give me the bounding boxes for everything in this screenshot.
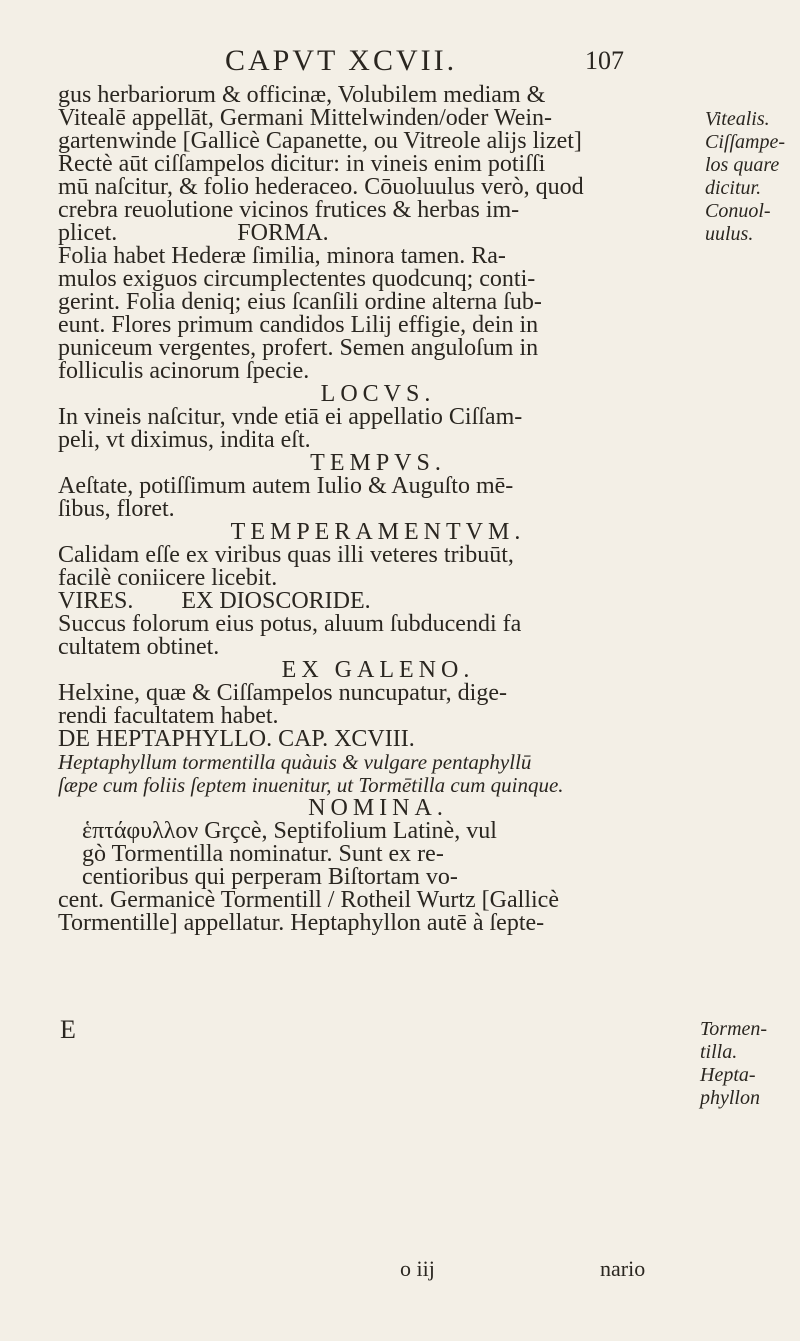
margin-note: Conuol- xyxy=(705,200,771,222)
text-line: ſæpe cum foliis ſeptem inuenitur, ut Tormētilla cum quinque. xyxy=(58,773,564,797)
main-text xyxy=(58,84,698,935)
section-heading: EX GALENO. xyxy=(281,657,475,683)
margin-note: Hepta- xyxy=(700,1064,756,1086)
text-line: puniceum vergentes, profert. Semen anguloſum in xyxy=(58,335,539,361)
text-line: Helxine, quæ & Ciſſampelos nuncupatur, dige- xyxy=(58,680,507,706)
margin-note: los quare xyxy=(705,154,780,176)
section-heading: LOCVS. xyxy=(320,381,436,407)
margin-notes-upper xyxy=(705,108,795,246)
text-line: DE HEPTAPHYLLO. CAP. XCVIII. xyxy=(58,726,415,752)
margin-note: tilla. xyxy=(700,1041,738,1063)
running-head: CAPVT XCVII. xyxy=(225,44,458,77)
text-line: cultatem obtinet. xyxy=(58,634,220,660)
page-footer xyxy=(400,1256,700,1282)
margin-note: phyllon xyxy=(700,1087,760,1109)
text-line: Aeſtate, potiſſimum autem Iulio & Auguſto mē- xyxy=(58,473,514,499)
text-line: folliculis acinorum ſpecie. xyxy=(58,358,310,384)
text-line: mū naſcitur, & folio hederaceo. Cōuoluulus verò, quod xyxy=(58,174,584,200)
text-line: VIRES. EX DIOSCORIDE. xyxy=(58,588,371,614)
text-line: crebra reuolutione vicinos frutices & herbas im- xyxy=(58,197,520,223)
text-line: ſibus, floret. xyxy=(58,496,175,522)
section-heading: NOMINA. xyxy=(308,795,448,821)
text-line: ἑπτάφυλλον Grçcè, Septifolium Latinè, vul xyxy=(58,818,497,844)
text-line: In vineis naſcitur, vnde etiā ei appellatio Ciſſam- xyxy=(58,404,523,430)
text-line: centioribus qui perperam Biſtortam vo- xyxy=(58,864,458,890)
section-heading: TEMPERAMENTVM. xyxy=(230,519,526,545)
text-line: Folia habet Hederæ ſimilia, minora tamen. Ra- xyxy=(58,243,506,269)
margin-notes-lower xyxy=(700,1018,795,1110)
text-line: Calidam eſſe ex viribus quas illi veteres tribuūt, xyxy=(58,542,514,568)
text-line: Succus folorum eius potus, aluum ſubducendi fa xyxy=(58,611,522,637)
initial-letter: E xyxy=(60,1015,76,1044)
text-line: eunt. Flores primum candidos Lilij effigie, dein in xyxy=(58,312,539,338)
text-line: gus herbariorum & officinæ, Volubilem mediam & xyxy=(58,82,546,108)
signature-mark: o iij xyxy=(400,1256,435,1281)
text-line: gartenwinde [Gallicè Capanette, ou Vitreole alijs lizet] xyxy=(58,128,582,154)
page-number: 107 xyxy=(585,46,624,75)
text-line: Vitealē appellāt, Germani Mittelwinden/oder Wein- xyxy=(58,105,553,131)
text-line: Tormentille] appellatur. Heptaphyllon autē à ſepte- xyxy=(58,910,545,936)
section-heading: TEMPVS. xyxy=(310,450,446,476)
margin-note: Tormen- xyxy=(700,1018,768,1040)
text-line: gò Tormentilla nominatur. Sunt ex re- xyxy=(58,841,444,867)
text-line: plicet. FORMA. xyxy=(58,220,329,246)
margin-note: dicitur. xyxy=(705,177,762,199)
text-line: mulos exiguos circumplectentes quodcunq; conti- xyxy=(58,266,536,292)
catchword: nario xyxy=(600,1256,646,1281)
text-line: peli, vt diximus, indita eſt. xyxy=(58,427,311,453)
text-line: gerint. Folia deniq; eius ſcanſili ordine alterna ſub- xyxy=(58,289,542,315)
page-header xyxy=(60,44,680,84)
text-line: rendi facultatem habet. xyxy=(58,703,279,729)
text-line: facilè coniicere licebit. xyxy=(58,565,278,591)
text-line: Heptaphyllum tormentilla quàuis & vulgare pentaphyllū xyxy=(58,750,532,774)
text-line: Rectè aūt ciſſampelos dicitur: in vineis enim potiſſi xyxy=(58,151,546,177)
margin-note: Vitealis. xyxy=(705,108,770,130)
margin-note: Ciſſampe- xyxy=(705,131,785,153)
text-line: cent. Germanicè Tormentill / Rotheil Wurtz [Gallicè xyxy=(58,887,559,913)
margin-note: uulus. xyxy=(705,223,754,245)
